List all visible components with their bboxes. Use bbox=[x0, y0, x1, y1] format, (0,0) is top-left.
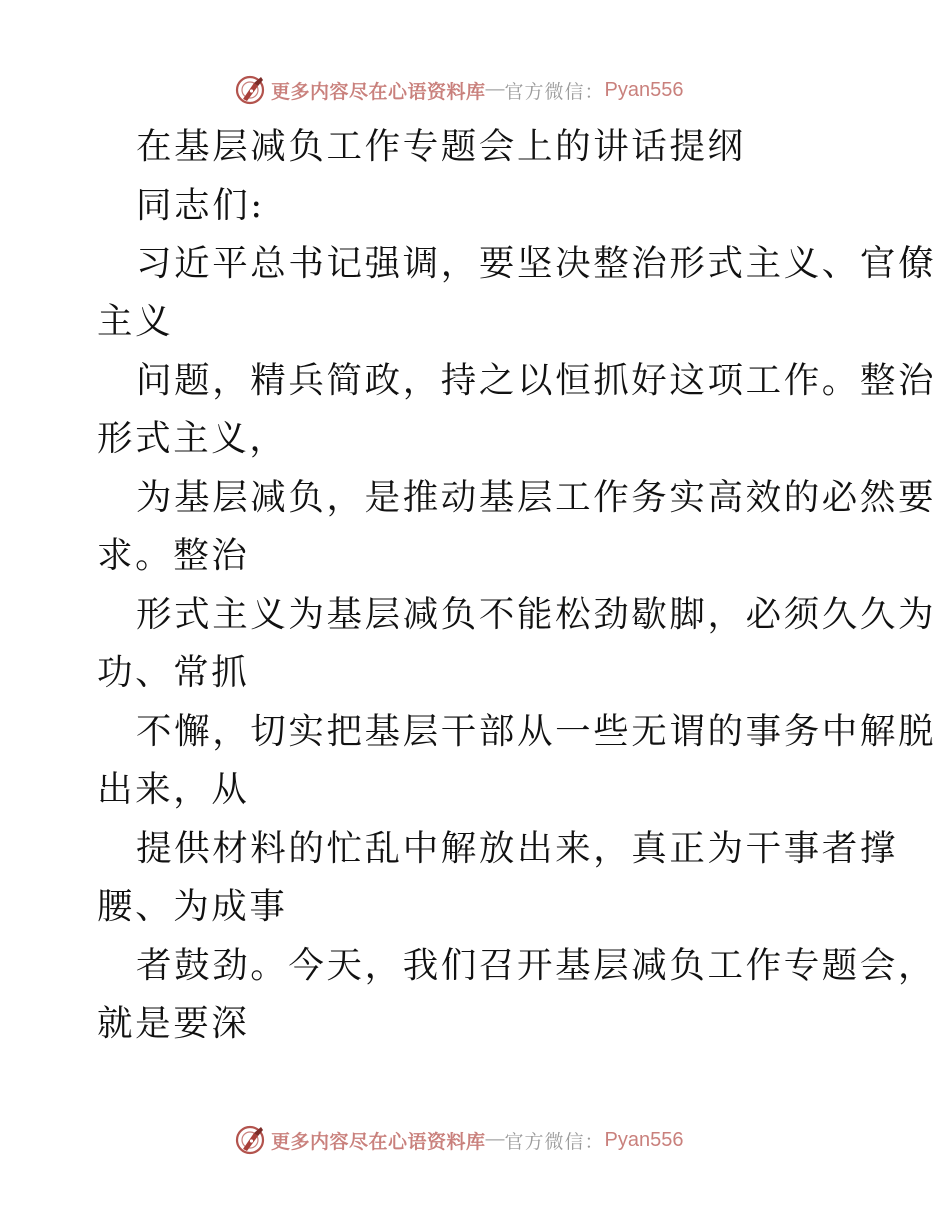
paragraph-line: 问题，精兵简政，持之以恒抓好这项工作。整治 bbox=[136, 360, 937, 401]
footer-watermark bbox=[234, 1123, 684, 1157]
paragraph-line: 主义 bbox=[97, 301, 174, 342]
pen-nib-logo-icon bbox=[234, 74, 266, 106]
paragraph-line: 习近平总书记强调，要坚决整治形式主义、官僚 bbox=[136, 243, 937, 284]
watermark-site-text: 更多内容尽在心语资料库 bbox=[271, 1130, 486, 1153]
watermark-wechat-id: Pyan556 bbox=[604, 78, 684, 101]
header-watermark bbox=[234, 73, 684, 107]
watermark-wechat-label: 官方微信： bbox=[504, 80, 605, 103]
watermark-wechat-label: 官方微信： bbox=[504, 1130, 605, 1153]
watermark-separator: — bbox=[485, 79, 505, 100]
paragraph-line: 功、常抓 bbox=[97, 652, 250, 693]
pen-nib-logo-icon bbox=[234, 1124, 266, 1156]
paragraph-line: 形式主义， bbox=[97, 418, 288, 459]
paragraph-line: 求。整治 bbox=[97, 535, 250, 576]
paragraph-line: 形式主义为基层减负不能松劲歇脚，必须久久为 bbox=[136, 594, 937, 635]
greeting: 同志们: bbox=[136, 185, 265, 226]
paragraph-line: 提供材料的忙乱中解放出来，真正为干事者撑 bbox=[136, 828, 899, 869]
paragraph-line: 为基层减负，是推动基层工作务实高效的必然要 bbox=[136, 477, 937, 518]
paragraph-line: 者鼓劲。今天，我们召开基层减负工作专题会， bbox=[136, 945, 937, 986]
watermark-site-text: 更多内容尽在心语资料库 bbox=[271, 80, 486, 103]
paragraph-line: 腰、为成事 bbox=[97, 886, 288, 927]
paragraph-line: 不懈，切实把基层干部从一些无谓的事务中解脱 bbox=[136, 711, 937, 752]
paragraph-line: 出来，从 bbox=[97, 769, 250, 810]
watermark-wechat-id: Pyan556 bbox=[604, 1128, 684, 1151]
paragraph-line: 就是要深 bbox=[97, 1003, 250, 1044]
document-title: 在基层减负工作专题会上的讲话提纲 bbox=[136, 126, 746, 167]
watermark-separator: — bbox=[485, 1129, 505, 1150]
